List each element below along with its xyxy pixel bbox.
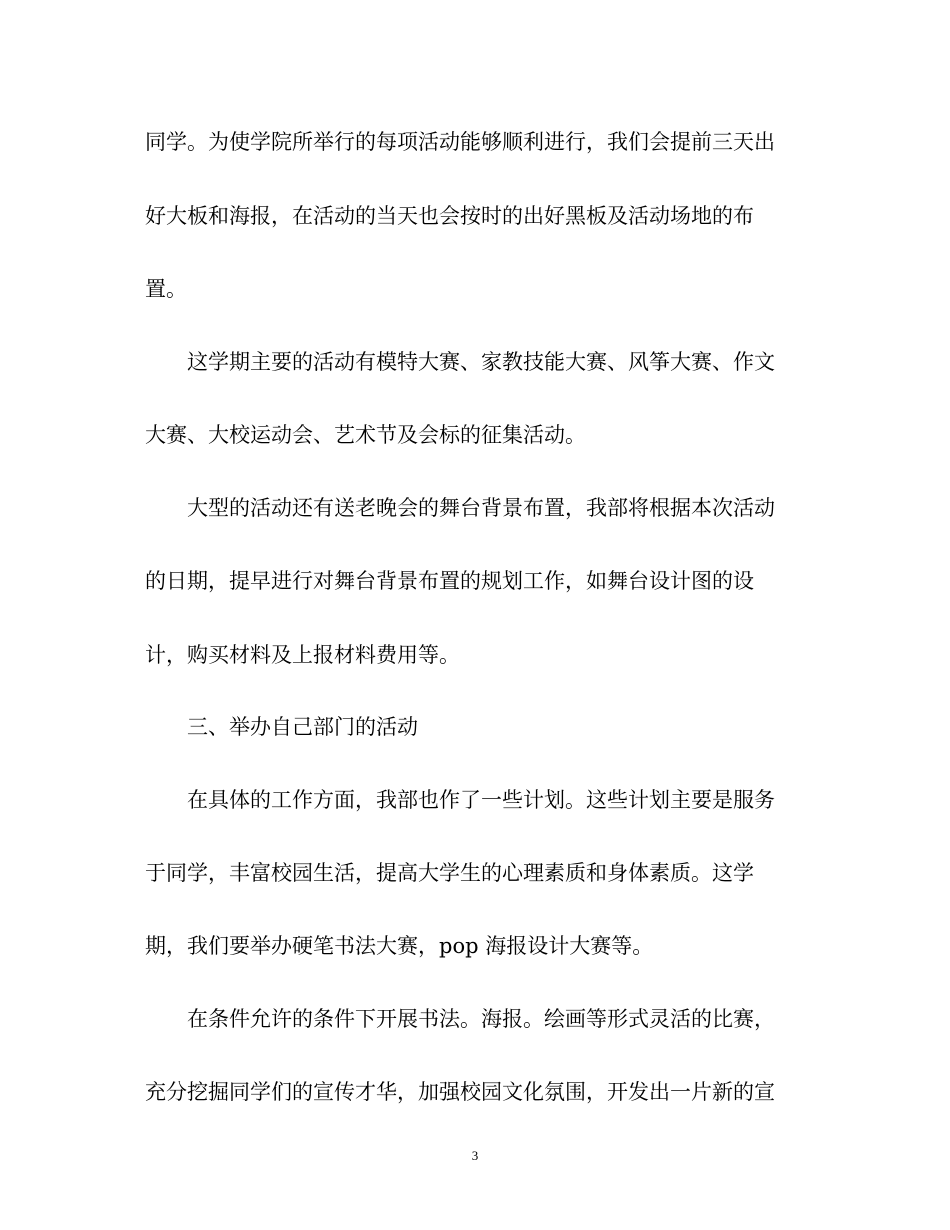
text-line: 期，我们要举办硬笔书法大赛，pop 海报设计大赛等。	[145, 934, 654, 958]
text-line: 计，购买材料及上报材料费用等。	[145, 643, 460, 667]
text-line: 大赛、大校运动会、艺术节及会标的征集活动。	[145, 423, 586, 447]
paragraph-start-line: 大型的活动还有送老晚会的舞台背景布置，我部将根据本次活动	[187, 496, 775, 520]
text-line: 于同学，丰富校园生活，提高大学生的心理素质和身体素质。这学	[145, 861, 754, 885]
section-heading: 三、举办自己部门的活动	[187, 715, 418, 739]
paragraph-start-line: 在具体的工作方面，我部也作了一些计划。这些计划主要是服务	[187, 788, 775, 812]
paragraph-start-line: 这学期主要的活动有模特大赛、家教技能大赛、风筝大赛、作文	[187, 350, 775, 374]
paragraph-start-line: 在条件允许的条件下开展书法。海报。绘画等形式灵活的比赛，	[187, 1007, 775, 1031]
text-line: 的日期，提早进行对舞台背景布置的规划工作，如舞台设计图的设	[145, 569, 754, 593]
text-line: 充分挖掘同学们的宣传才华，加强校园文化氛围，开发出一片新的宣	[145, 1080, 775, 1104]
text-line: 置。	[145, 277, 187, 301]
text-line: 同学。为使学院所举行的每项活动能够顺利进行，我们会提前三天出	[145, 130, 775, 154]
text-line: 好大板和海报，在活动的当天也会按时的出好黑板及活动场地的布	[145, 204, 754, 228]
page-number: 3	[471, 1148, 479, 1163]
